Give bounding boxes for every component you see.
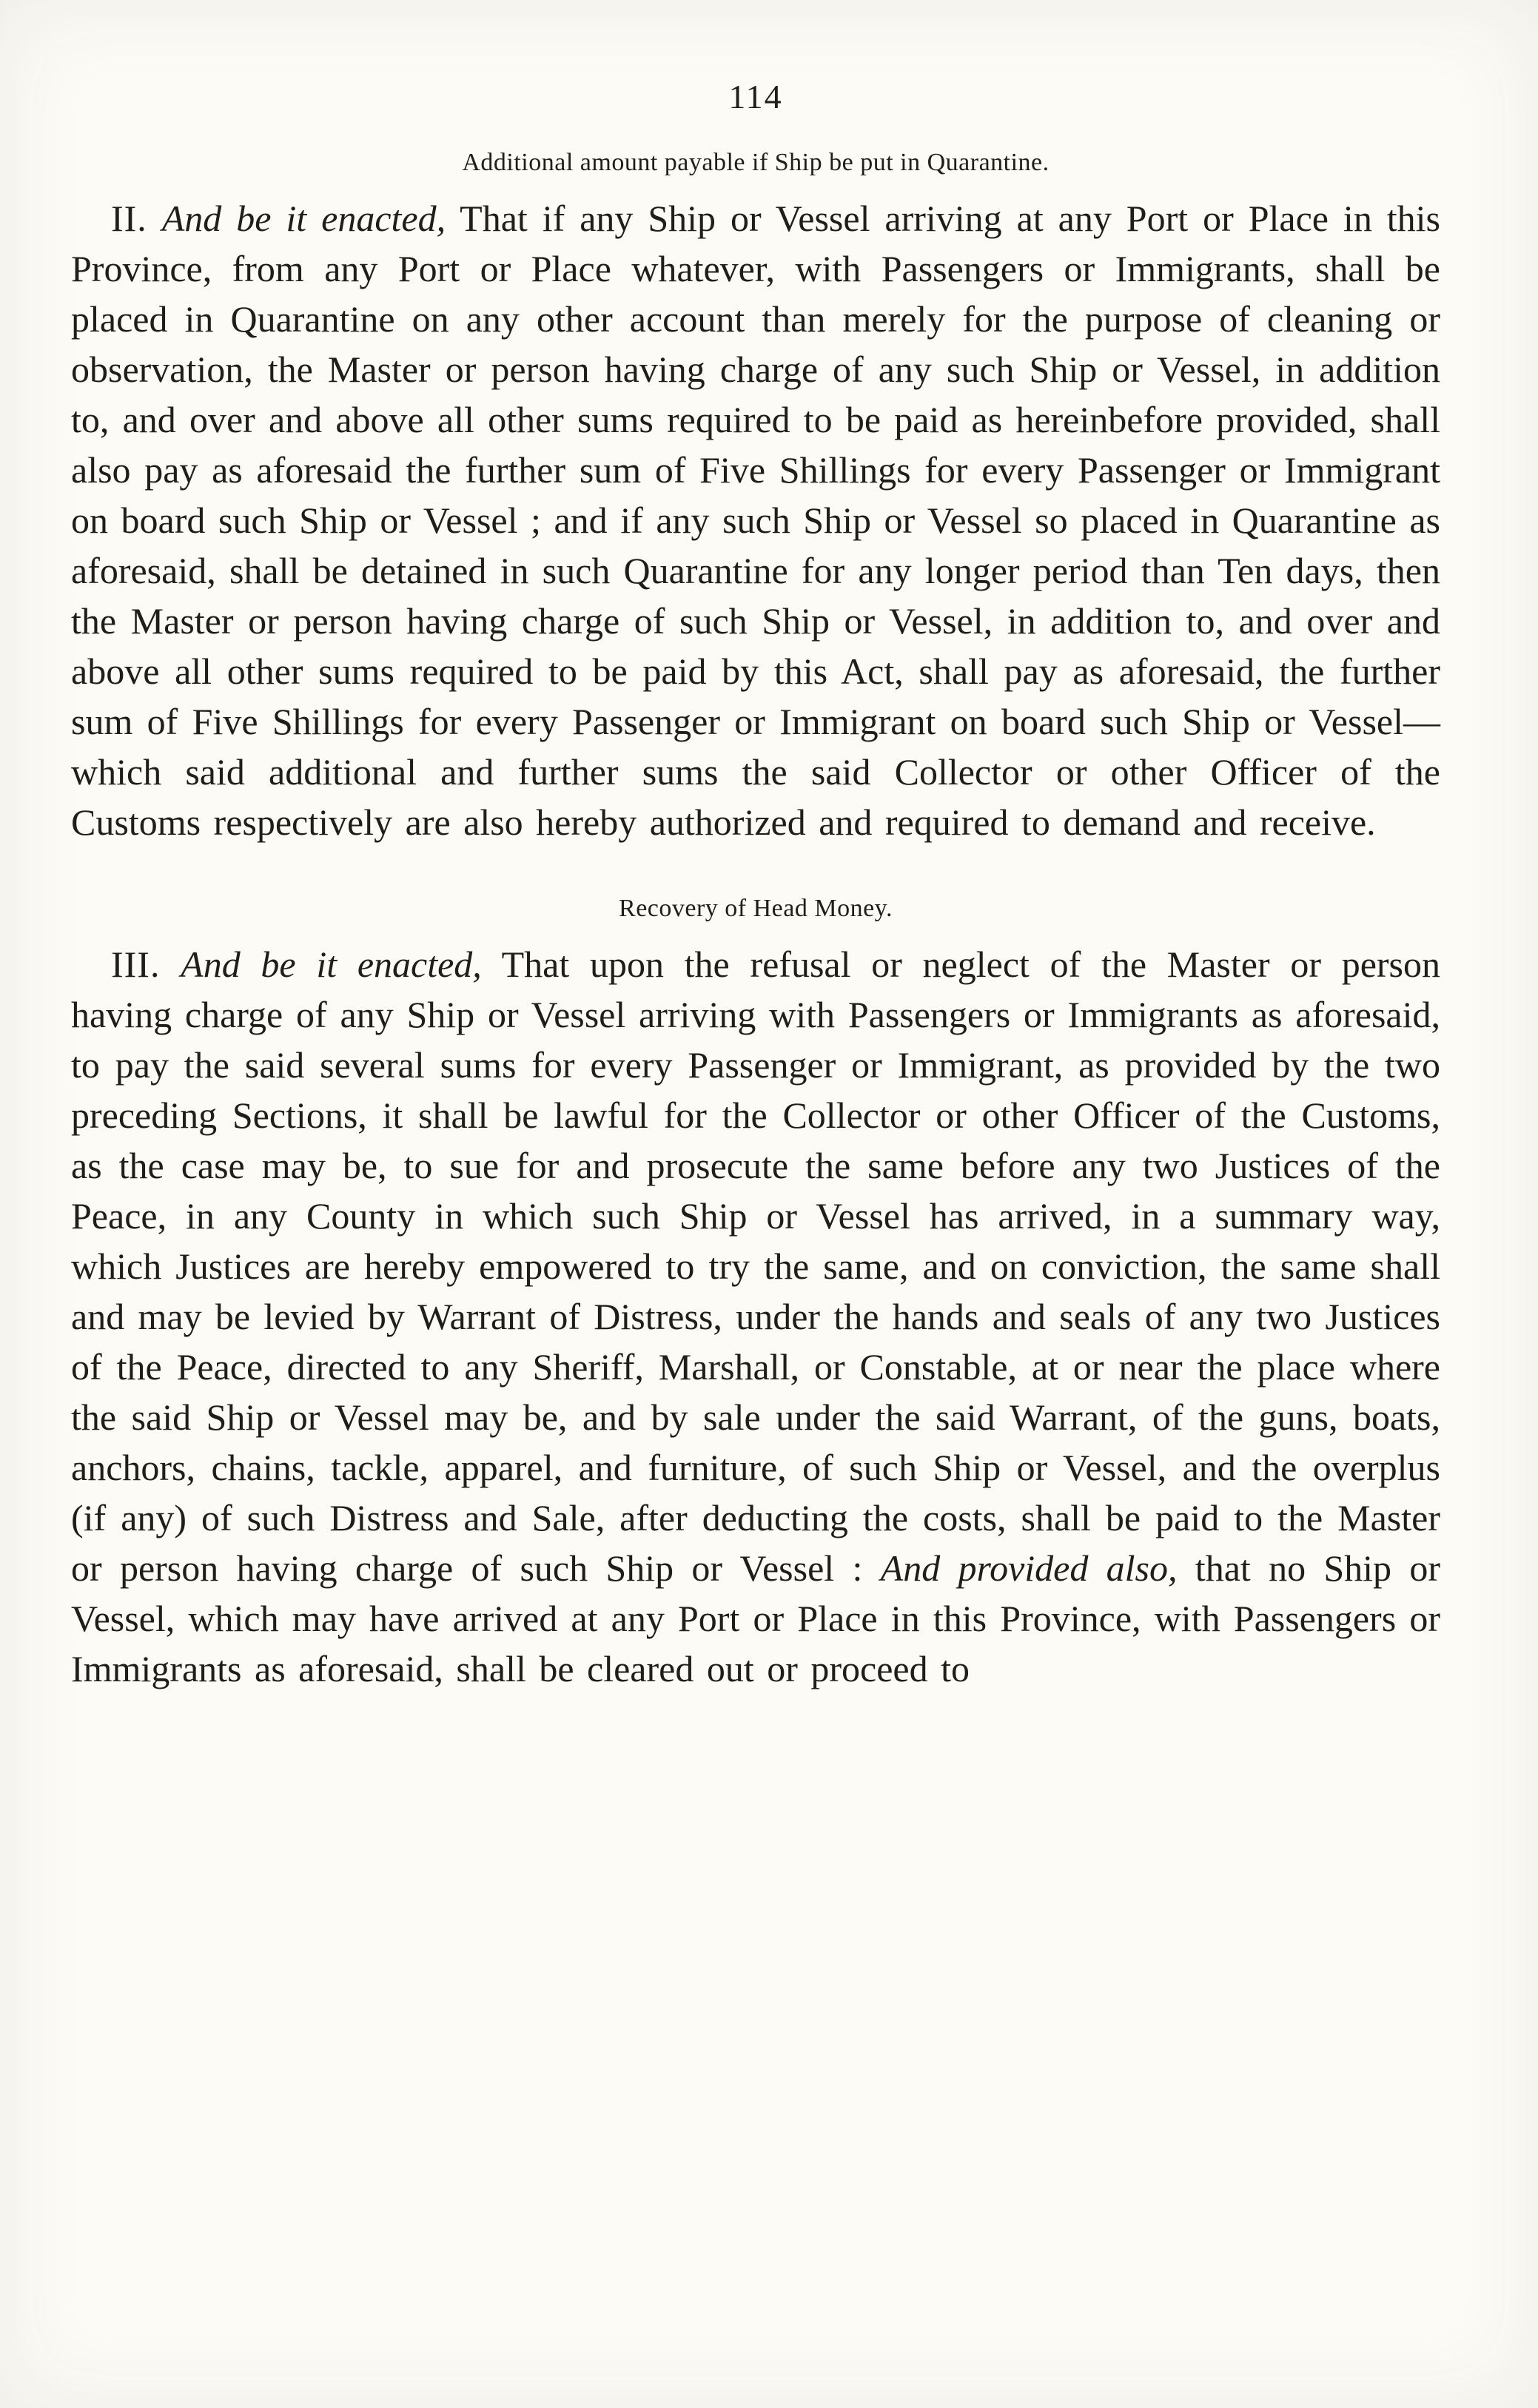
- statute-text: That if any Ship or Vessel arriving at any Port or Place in this Province, from any Port or Place whatever, with Passengers or Immigrants, shall be placed in Quarantine on any other account than merely for the purpose of cleaning or observation, the Master or person having charge of any such Ship or Vessel, in addition to, and over and above all other sums required to be paid as hereinbefore provided, shall also pay as aforesaid the further sum of Five Shillings for every Passenger or Immigrant on board such Ship or Vessel ; and if any such Ship or Vessel so placed in Quarantine as aforesaid, shall be detained in such Quarantine for any longer period than Ten days, then the Master or person having charge of such Ship or Vessel, in addition to, and over and above all other sums required to be paid by this Act, shall pay as aforesaid, the further sum of Five Shillings for every Passenger or Immigrant on board such Ship or Vessel—which said additional and further sums the said Collector or other Officer of the Customs respectively are also hereby authorized and required to demand and receive.: [71, 198, 1441, 843]
- section-heading-head-money: Recovery of Head Money.: [619, 895, 893, 922]
- section-numeral-iii: III.: [111, 944, 161, 985]
- statute-text-continuation: that no Ship or Vessel, which may have arrived at any Port or Place in this Province, with Passengers or Immigrants as aforesaid, shall be cleared out or proceed to: [71, 1547, 1440, 1689]
- statute-text: That upon the refusal or neglect of the Master or person having charge of any Ship or Vessel arriving with Passengers or Immigrants as aforesaid, to pay the said several sums for every Passenger or Immigrant, as provided by the two preceding Sections, it shall be lawful for the Collector or other Officer of the Customs, as the case may be, to sue for and prosecute the same before any two Justices of the Peace, in any County in which such Ship or Vessel has arrived, in a summary way, which Justices are hereby empowered to try the same, and on conviction, the same shall and may be levied by Warrant of Distress, under the hands and seals of any two Justices of the Peace, directed to any Sheriff, Marshall, or Constable, at or near the place where the said Ship or Vessel may be, and by sale under the said Warrant, of the guns, boats, anchors, chains, tackle, apparel, and furniture, of such Ship or Vessel, and the overplus (if any) of such Distress and Sale, after deducting the costs, shall be paid to the Master or person having charge of such Ship or Vessel :: [71, 944, 1440, 1589]
- section-numeral-ii: II.: [111, 198, 147, 239]
- section-heading-quarantine: Additional amount payable if Ship be put in Quarantine.: [462, 149, 1050, 176]
- section-head-money-recovery: [71, 895, 1440, 1694]
- enactment-clause: And be it enacted,: [161, 198, 446, 239]
- section-quarantine-surcharge: [71, 149, 1440, 847]
- enactment-clause: And be it enacted,: [181, 944, 482, 985]
- page-number: 114: [728, 78, 783, 115]
- proviso-clause: And provided also,: [880, 1547, 1178, 1589]
- statute-paragraph-ii: [71, 193, 1440, 847]
- statute-paragraph-iii: [71, 939, 1440, 1694]
